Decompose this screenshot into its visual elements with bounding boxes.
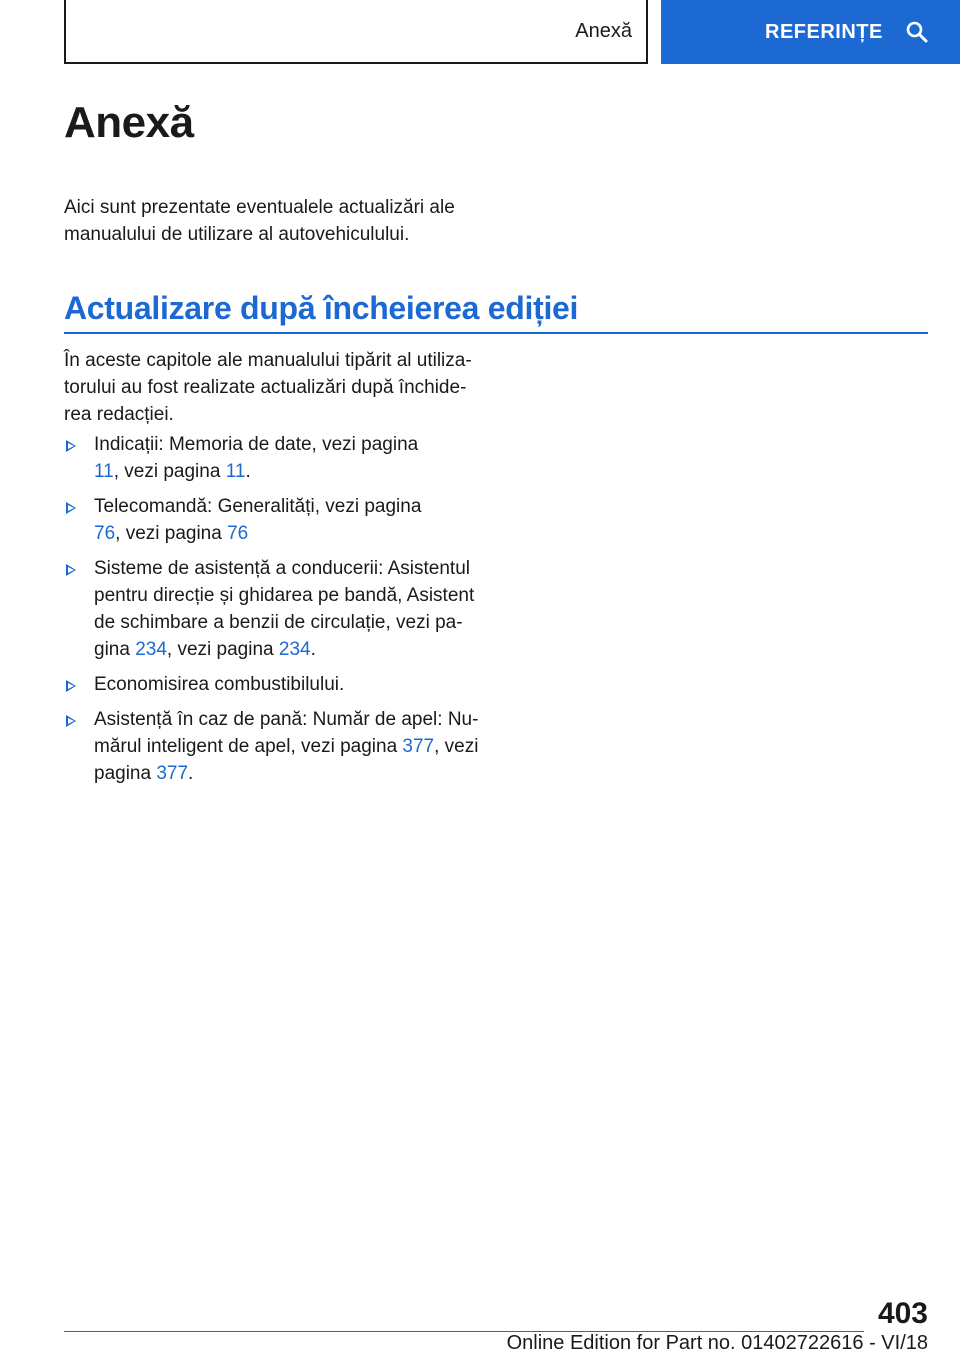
footer-edition-text: Online Edition for Part no. 01402722616 - VI/18: [506, 1332, 928, 1354]
page-link[interactable]: 76: [94, 523, 116, 544]
section-paragraph: În aceste capitole ale manualului tipărit al utilizatorului au fost realizate actualizări după închiderea redacției.: [64, 350, 472, 425]
section-divider: [64, 332, 928, 334]
update-list: [64, 431, 484, 795]
page-link[interactable]: 377: [156, 763, 189, 784]
list-item: Asistență în caz de pană: Număr de apel: Numărul inteligent de apel, vezi pagina 377, vezi pagina 377.: [64, 706, 484, 787]
referinte-nav-button[interactable]: [661, 0, 960, 64]
bullet-triangle-icon: [66, 440, 76, 452]
referinte-label: REFERINȚE: [765, 20, 883, 43]
header-section-label: Anexă: [575, 19, 632, 42]
page-link[interactable]: 234: [135, 639, 167, 660]
intro-text: Aici sunt prezentate eventualele actualizări ale manualului de utilizare al autovehiculului.: [64, 197, 455, 245]
bullet-triangle-icon: [66, 680, 76, 692]
page-link[interactable]: 234: [278, 639, 311, 660]
section-heading: Actualizare după încheierea ediției: [64, 290, 579, 326]
list-item: Sisteme de asistență a conducerii: Asistentul pentru direcție și ghidarea pe bandă, Asistent de schimbare a benzii de circulație, vezi pagina 234, vezi pagina 234.: [64, 555, 484, 663]
page-link[interactable]: 11: [225, 461, 246, 482]
page-link[interactable]: 11: [94, 461, 114, 482]
bullet-triangle-icon: [66, 715, 76, 727]
search-icon[interactable]: [905, 20, 929, 44]
bullet-triangle-icon: [66, 564, 76, 576]
page-link[interactable]: 76: [227, 523, 249, 544]
page-number: 403: [877, 1297, 928, 1330]
bullet-triangle-icon: [66, 502, 76, 514]
list-item: Telecomandă: Generalități, vezi pagina 76, vezi pagina 76: [64, 493, 484, 547]
page-link[interactable]: 377: [402, 736, 435, 757]
header-section-box: [64, 0, 648, 64]
list-item: Economisirea combustibilului.: [64, 671, 484, 698]
page-title: Anexă: [64, 98, 194, 147]
list-item: Indicații: Memoria de date, vezi pagina 11, vezi pagina 11.: [64, 431, 484, 485]
